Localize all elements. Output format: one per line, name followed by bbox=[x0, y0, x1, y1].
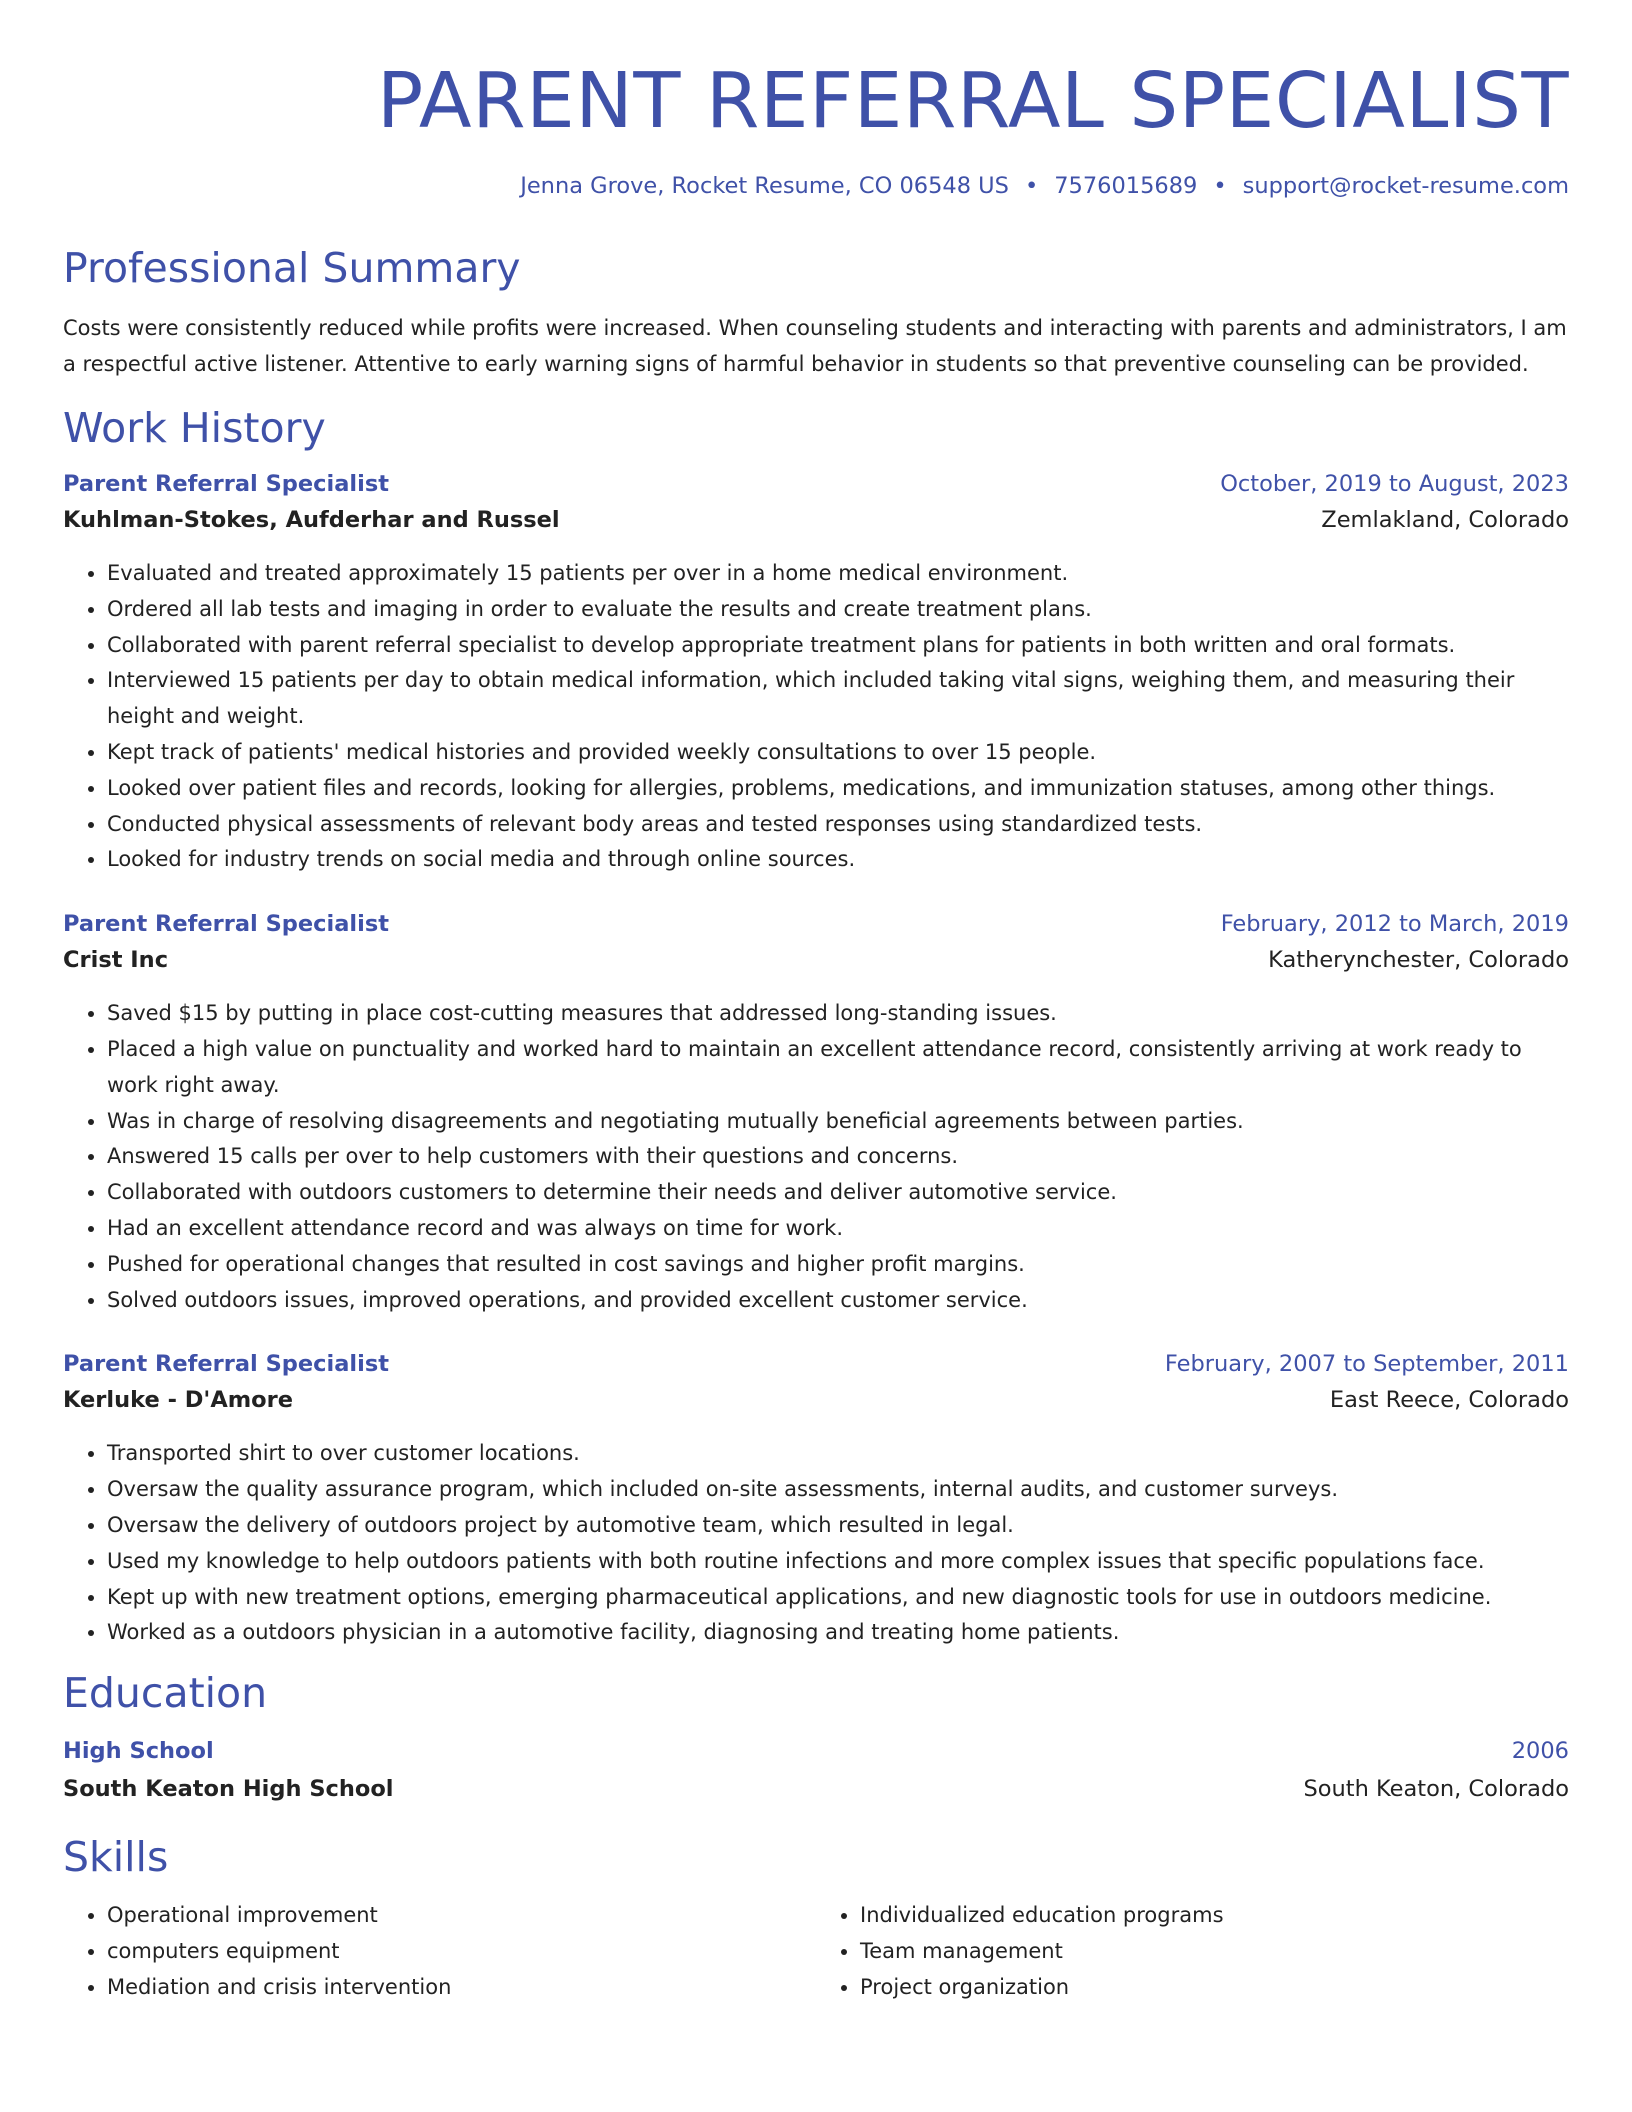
contact-address: Jenna Grove, Rocket Resume, CO 06548 US bbox=[520, 173, 1009, 199]
job-title: Parent Referral Specialist bbox=[63, 911, 389, 938]
job-bullet: • Ordered all lab tests and imaging in order to evaluate the results and create treatment plans. bbox=[107, 592, 1569, 628]
contact-email: support@rocket-resume.com bbox=[1242, 173, 1569, 199]
job-bullet: • Collaborated with outdoors customers to determine their needs and deliver automotive service. bbox=[107, 1175, 1569, 1211]
job-bullets bbox=[63, 556, 1569, 878]
job-bullets bbox=[63, 996, 1569, 1318]
job-title: Parent Referral Specialist bbox=[63, 471, 389, 497]
education-school-row bbox=[63, 1771, 1569, 1807]
summary-text: Costs were consistently reduced while profits were increased. When counseling students and interacting with parents and administrators, I am a respectful active listener. Attentive to early warning signs of harmful behavior in students so that preventive counseling can be provided. bbox=[63, 316, 1567, 376]
job-bullet: • Conducted physical assessments of relevant body areas and tested responses using standardized tests. bbox=[107, 807, 1569, 843]
work-history-heading: Work History bbox=[63, 404, 326, 452]
education-year: 2006 bbox=[1511, 1738, 1569, 1765]
job-bullet: • Pushed for operational changes that resulted in cost savings and higher profit margins. bbox=[107, 1247, 1569, 1283]
job-bullet: • Oversaw the delivery of outdoors project by automotive team, which resulted in legal. bbox=[107, 1508, 1569, 1544]
education-school: South Keaton High School bbox=[63, 1776, 394, 1803]
contact-phone: 7576015689 bbox=[1054, 173, 1198, 199]
job-bullet: • Placed a high value on punctuality and worked hard to maintain an excellent attendance record, consistently arriving at work ready to work right away. bbox=[107, 1032, 1569, 1104]
job-dates: February, 2007 to September, 2011 bbox=[1164, 1351, 1569, 1378]
job-location: Katherynchester, Colorado bbox=[1268, 947, 1569, 974]
job-bullet: • Looked over patient files and records, looking for allergies, problems, medications, and immunization statuses, among other things. bbox=[107, 771, 1569, 807]
job-bullet: • Evaluated and treated approximately 15 patients per over in a home medical environment. bbox=[107, 556, 1569, 592]
education-entry bbox=[63, 1733, 1569, 1807]
job-entry bbox=[63, 466, 1569, 878]
job-bullet: • Used my knowledge to help outdoors patients with both routine infections and more complex issues that specific populations face. bbox=[107, 1544, 1569, 1580]
job-entry bbox=[63, 906, 1569, 1318]
job-title-row bbox=[63, 466, 1569, 502]
skill-item: • Individualized education programs bbox=[860, 1897, 1569, 1933]
skill-item: • Team management bbox=[860, 1933, 1569, 1969]
resume-title: PARENT REFERRAL SPECIALIST bbox=[376, 57, 1569, 146]
job-bullet: • Worked as a outdoors physician in a automotive facility, diagnosing and treating home patients. bbox=[107, 1615, 1569, 1651]
job-title: Parent Referral Specialist bbox=[63, 1351, 389, 1378]
skill-item: • Project organization bbox=[860, 1969, 1569, 2005]
education-heading: Education bbox=[63, 1669, 268, 1718]
job-bullet: • Had an excellent attendance record and was always on time for work. bbox=[107, 1211, 1569, 1247]
job-bullet: • Saved $15 by putting in place cost-cutting measures that addressed long-standing issues. bbox=[107, 996, 1569, 1032]
job-entry bbox=[63, 1346, 1569, 1651]
job-bullets bbox=[63, 1436, 1569, 1651]
contact-separator-2: • bbox=[1213, 173, 1227, 199]
education-location: South Keaton, Colorado bbox=[1303, 1776, 1569, 1803]
job-bullet: • Collaborated with parent referral specialist to develop appropriate treatment plans for patients in both written and oral formats. bbox=[107, 628, 1569, 664]
job-bullet: • Transported shirt to over customer locations. bbox=[107, 1436, 1569, 1472]
job-bullet: • Interviewed 15 patients per day to obtain medical information, which included taking vital signs, weighing them, and measuring their height and weight. bbox=[107, 663, 1569, 735]
contact-separator-1: • bbox=[1024, 173, 1039, 199]
job-dates: October, 2019 to August, 2023 bbox=[1220, 471, 1569, 497]
job-company-row bbox=[63, 942, 1569, 978]
job-bullet: • Looked for industry trends on social media and through online sources. bbox=[107, 842, 1569, 878]
education-degree: High School bbox=[63, 1738, 214, 1765]
job-bullet: • Solved outdoors issues, improved operations, and provided excellent customer service. bbox=[107, 1283, 1569, 1319]
job-location: Zemlakland, Colorado bbox=[1321, 507, 1569, 533]
job-bullet: • Oversaw the quality assurance program, which included on-site assessments, internal audits, and customer surveys. bbox=[107, 1472, 1569, 1508]
education-degree-row bbox=[63, 1733, 1569, 1769]
contact-line bbox=[63, 170, 1569, 202]
job-company-row bbox=[63, 1382, 1569, 1418]
skills-column-left bbox=[63, 1897, 816, 2005]
job-company: Crist Inc bbox=[63, 947, 169, 974]
skill-item: • Mediation and crisis intervention bbox=[107, 1969, 816, 2005]
job-title-row bbox=[63, 906, 1569, 942]
job-title-row bbox=[63, 1346, 1569, 1382]
job-bullet: • Answered 15 calls per over to help customers with their questions and concerns. bbox=[107, 1139, 1569, 1175]
job-bullet: • Kept up with new treatment options, emerging pharmaceutical applications, and new diagnostic tools for use in outdoors medicine. bbox=[107, 1580, 1569, 1616]
job-company: Kuhlman-Stokes, Aufderhar and Russel bbox=[63, 507, 560, 533]
summary-heading: Professional Summary bbox=[63, 244, 521, 292]
job-company-row bbox=[63, 502, 1569, 538]
job-company: Kerluke - D'Amore bbox=[63, 1387, 293, 1414]
job-location: East Reece, Colorado bbox=[1329, 1387, 1569, 1414]
job-dates: February, 2012 to March, 2019 bbox=[1220, 911, 1569, 938]
job-bullet: • Was in charge of resolving disagreements and negotiating mutually beneficial agreements between parties. bbox=[107, 1104, 1569, 1140]
skill-item: • computers equipment bbox=[107, 1933, 816, 1969]
skill-item: • Operational improvement bbox=[107, 1897, 816, 1933]
skills-grid bbox=[63, 1897, 1569, 2005]
skills-heading: Skills bbox=[63, 1833, 169, 1882]
skills-column-right bbox=[816, 1897, 1569, 2005]
job-bullet: • Kept track of patients' medical histories and provided weekly consultations to over 15 people. bbox=[107, 735, 1569, 771]
